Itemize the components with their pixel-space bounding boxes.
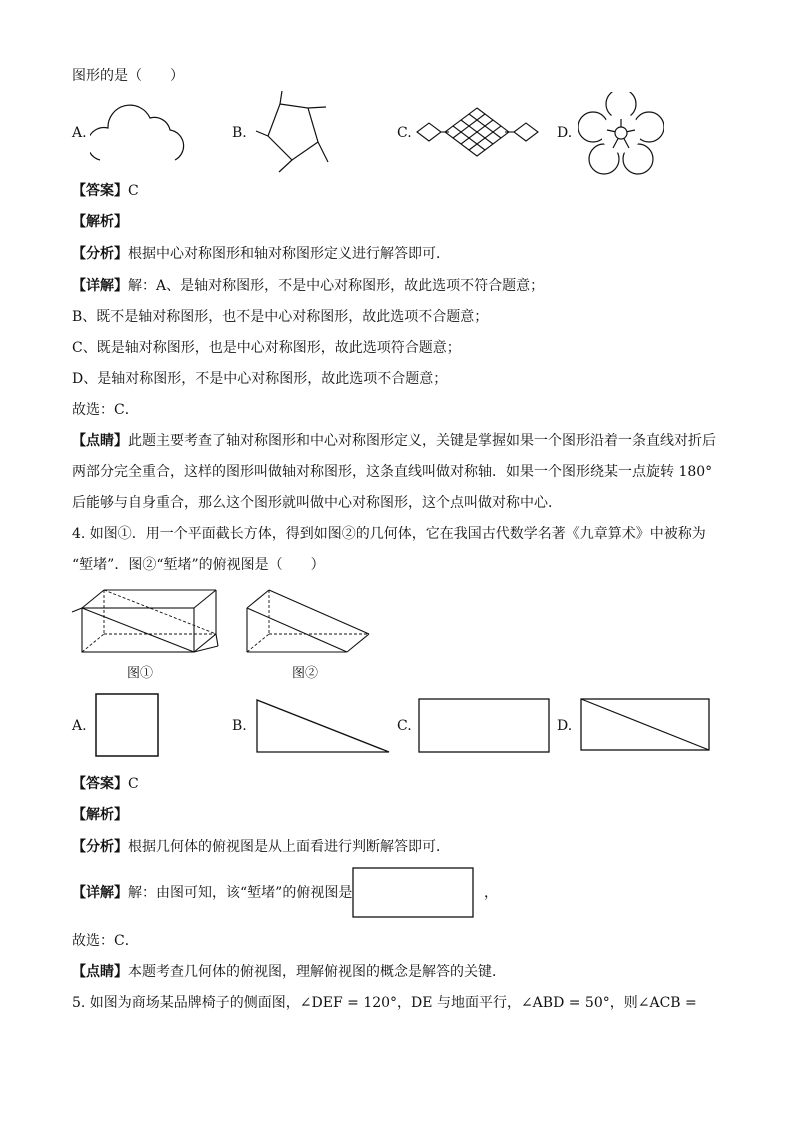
q4-option-b-label: B. [232, 718, 247, 734]
q3-option-a-cloud-figure [90, 100, 185, 165]
q4-analysis-tag [72, 805, 128, 825]
q3-option-a-label: A. [72, 125, 87, 141]
q3-answer-tag: 【答案】 [72, 183, 128, 199]
q3-comment-tag: 【点睛】 [72, 433, 128, 449]
q4-answer-tag: 【答案】 [72, 776, 128, 792]
q4-figure-1-cuboid [70, 586, 220, 658]
q4-comment-tag: 【点睛】 [72, 964, 128, 980]
q4-option-b-triangle [255, 698, 391, 754]
q3-option-d-label: D. [557, 125, 573, 141]
q3-option-b-label: B. [232, 125, 247, 141]
q3-answer: C [128, 183, 139, 199]
q4-option-c-rectangle [418, 698, 550, 754]
q4-answer-line [72, 774, 139, 794]
q4-detail-text: 解：由图可知，该“堑堵”的俯视图是 [128, 885, 353, 901]
q3-comment-line-3: 后能够与自身重合，那么这个图形就叫做中心对称图形，这个点叫做对称中心． [72, 495, 562, 511]
q3-detail-text-1: 解：A、是轴对称图形，不是中心对称图形，故此选项不符合题意； [128, 278, 545, 294]
q3-comment-line-1 [72, 431, 716, 451]
q4-comment-line [72, 962, 506, 982]
q3-analysis-tag [72, 212, 128, 232]
q4-fenxi-tag: 【分析】 [72, 839, 128, 855]
q3-answer-line [72, 181, 139, 201]
q3-detail-line-1 [72, 276, 544, 296]
q3-choice: 故选：C． [72, 402, 139, 418]
q4-comment-text: 本题考查几何体的俯视图，理解俯视图的概念是解答的关键． [128, 964, 506, 980]
q3-fenxi-tag: 【分析】 [72, 246, 128, 262]
q4-detail-tag: 【详解】 [72, 885, 128, 901]
q3-option-c-lattice-figure [415, 98, 540, 166]
q4-detail-line [72, 883, 352, 903]
q4-fenxi-text: 根据几何体的俯视图是从上面看进行判断解答即可． [128, 839, 450, 855]
q3-detail-line-2: B、既不是轴对称图形，也不是中心对称图形，故此选项不合题意； [72, 309, 489, 325]
q4-option-d-label: D. [557, 718, 573, 734]
q4-figure-2-caption: 图② [292, 666, 319, 681]
q4-fenxi-line [72, 837, 450, 857]
q3-detail-tag: 【详解】 [72, 278, 128, 294]
q3-stem-tail: 图形的是（ ） [72, 68, 184, 84]
q4-detail-end: ， [484, 885, 498, 901]
q4-stem-line-1: 4. 如图①．用一个平面截长方体，得到如图②的几何体，它在我国古代数学名著《九章算术》中被称为 [72, 526, 706, 542]
q4-figure-1-caption: 图① [127, 666, 154, 681]
q3-comment-line-2: 两部分完全重合，这样的图形叫做轴对称图形，这条直线叫做对称轴．如果一个图形绕某一点旋转 180° [72, 464, 713, 480]
q4-figure-2-qiandu [243, 586, 373, 658]
q3-option-b-pentagon-figure [250, 88, 335, 176]
q4-choice: 故选：C． [72, 933, 139, 949]
q4-option-d-rectangle-diagonal [580, 698, 710, 752]
q3-fenxi-text: 根据中心对称图形和轴对称图形定义进行解答即可． [128, 246, 450, 262]
q3-detail-line-4: D、是轴对称图形，不是中心对称图形，故此选项不合题意； [72, 371, 448, 387]
q4-analysis-tag-text: 【解析】 [72, 807, 128, 823]
q3-option-d-flower-figure [578, 92, 664, 176]
q4-option-a-square [94, 692, 160, 758]
q4-answer: C [128, 776, 139, 792]
q3-fenxi-line [72, 244, 450, 264]
q3-detail-line-3: C、既是轴对称图形，也是中心对称图形，故此选项符合题意； [72, 340, 461, 356]
q3-comment-text-1: 此题主要考查了轴对称图形和中心对称图形定义，关键是掌握如果一个图形沿着一条直线对折后 [128, 433, 716, 449]
q5-stem-line: 5. 如图为商场某品牌椅子的侧面图，∠DEF = 120°，DE 与地面平行，∠ABD = 50°，则∠ACB = [72, 995, 697, 1011]
q4-option-c-label: C. [397, 718, 412, 734]
q4-option-a-label: A. [72, 718, 87, 734]
q3-analysis-tag-text: 【解析】 [72, 214, 128, 230]
q4-detail-rectangle [352, 867, 474, 919]
q4-stem-line-2: “堑堵”．图②“堑堵”的俯视图是（ ） [72, 557, 325, 573]
q3-option-c-label: C. [397, 125, 412, 141]
